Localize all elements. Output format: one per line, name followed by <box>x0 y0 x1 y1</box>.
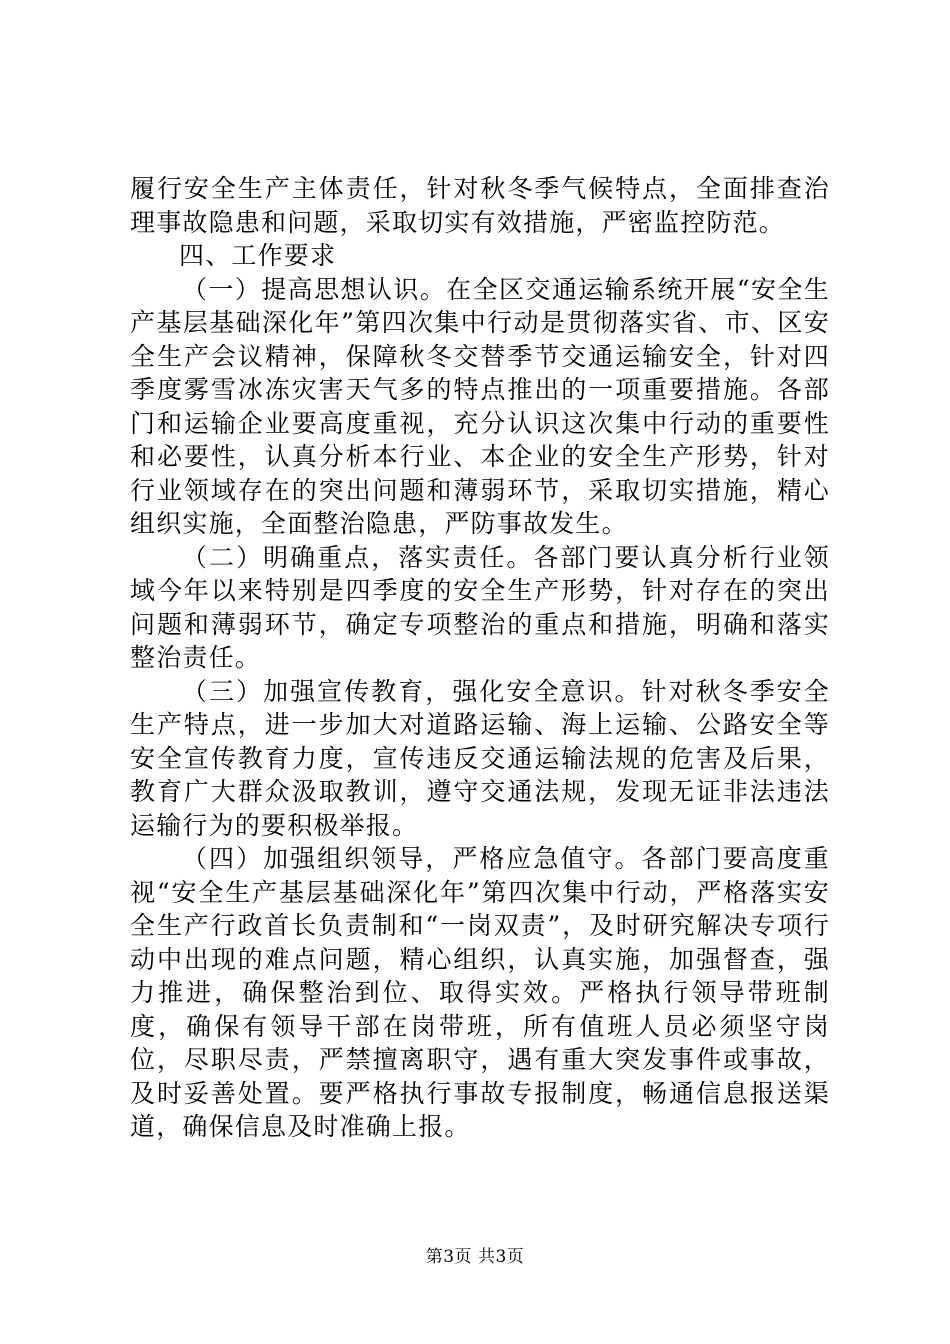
paragraph-item-1: （一）提高思想认识。在全区交通运输系统开展“安全生产基层基础深化年”第四次集中行动是贯彻落实省、市、区安全生产会议精神，保障秋冬交替季节交通运输安全，针对四季度雾雪冰冻灾害天气多的特点推出的一项重要措施。各部门和运输企业要高度重视，充分认识这次集中行动的重要性和必要性，认真分析本行业、本企业的安全生产形势，针对行业领域存在的突出问题和薄弱环节，采取切实措施，精心组织实施，全面整治隐患，严防事故发生。 <box>130 274 830 538</box>
paragraph-item-2: （二）明确重点，落实责任。各部门要认真分析行业领域今年以来特别是四季度的安全生产形势，针对存在的突出问题和薄弱环节，确定专项整治的重点和措施，明确和落实整治责任。 <box>130 542 830 672</box>
paragraph-item-3: （三）加强宣传教育，强化安全意识。针对秋冬季安全生产特点，进一步加大对道路运输、海上运输、公路安全等安全宣传教育力度，宣传违反交通运输法规的危害及后果，教育广大群众汲取教训，遵守交通法规，发现无证非法违法运输行为的要积极举报。 <box>130 676 830 840</box>
paragraph-continuation: 履行安全生产主体责任，针对秋冬季气候特点，全面排查治理事故隐患和问题，采取切实有效措施，严密监控防范。 <box>130 174 830 237</box>
page-footer: 第3页 共3页 <box>425 1247 525 1267</box>
document-body <box>130 172 830 1144</box>
paragraph-item-4: （四）加强组织领导，严格应急值守。各部门要高度重视“安全生产基层基础深化年”第四次集中行动，严格落实安全生产行政首长负责制和“一岗双责”，及时研究解决专项行动中出现的难点问题，精心组织，认真实施，加强督查，强力推进，确保整治到位、取得实效。严格执行领导带班制度，确保有领导干部在岗带班，所有值班人员必须坚守岗位，尽职尽责，严禁擅离职守，遇有重大突发事件或事故，及时妥善处置。要严格执行事故专报制度，畅通信息报送渠道，确保信息及时准确上报。 <box>130 844 830 1141</box>
section-heading: 四、工作要求 <box>179 241 337 270</box>
